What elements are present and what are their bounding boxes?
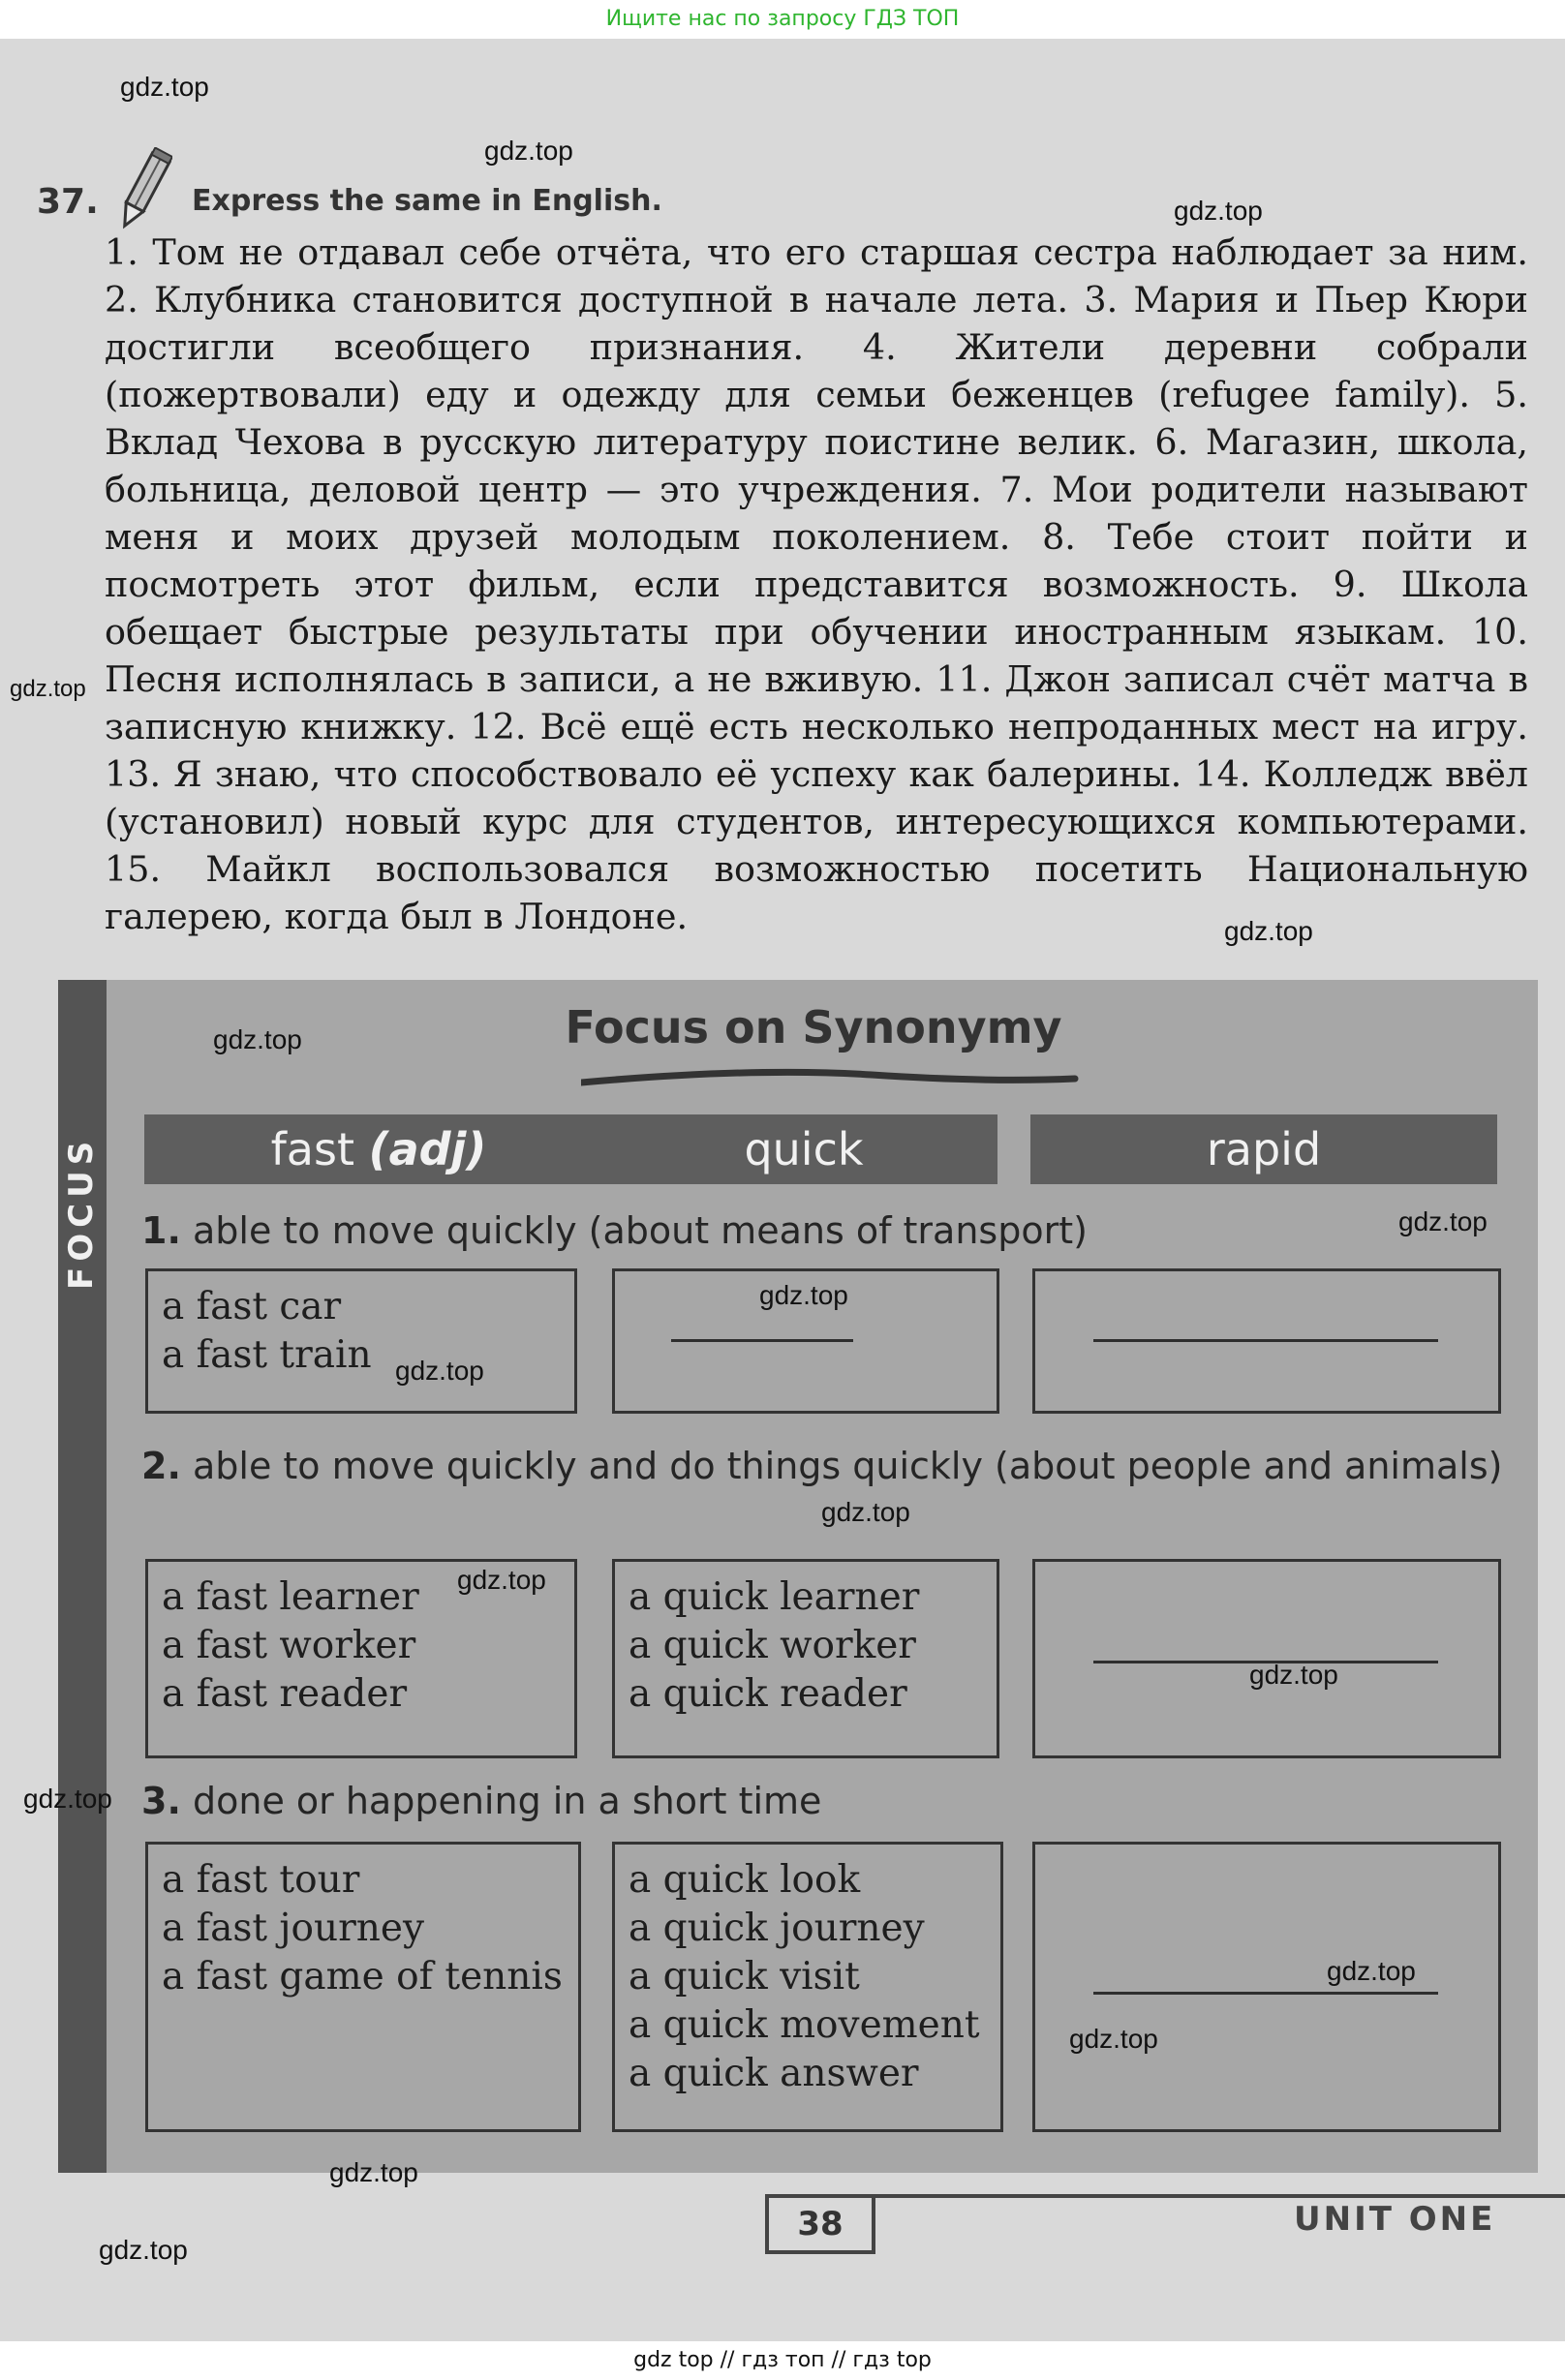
example-item: a quick journey	[629, 1907, 925, 1950]
unit-label: UNIT ONE	[1294, 2200, 1496, 2239]
example-item: a quick reader	[629, 1672, 907, 1716]
example-box-quick-3	[612, 1842, 1003, 2132]
column-header-rapid: rapid	[1030, 1114, 1497, 1184]
sense-text: able to move quickly (about means of transport)	[192, 1209, 1088, 1252]
watermark: gdz.top	[1327, 1956, 1416, 1986]
watermark: gdz.top	[395, 1356, 484, 1386]
exercise-number: 37.	[37, 182, 99, 222]
example-item: a quick movement	[629, 2003, 980, 2047]
column-header-fast	[144, 1114, 613, 1184]
bottom-banner: gdz top // гдз топ // гдз top	[0, 2341, 1565, 2380]
watermark: gdz.top	[10, 676, 86, 702]
watermark: gdz.top	[484, 136, 573, 166]
focus-title: Focus on Synonymy	[565, 1001, 1062, 1053]
title-underline-swoosh	[581, 1061, 1085, 1090]
textbook-page	[0, 39, 1565, 2341]
example-box-rapid-1	[1032, 1268, 1501, 1414]
watermark: gdz.top	[1174, 196, 1263, 226]
watermark: gdz.top	[213, 1024, 302, 1054]
example-item: a fast game of tennis	[162, 1955, 563, 1999]
exercise-text: 1. Том не отдавал себе отчёта, что его старшая сестра наблюдает за ним. 2. Клубника становится доступной в начале лета. 3. Мария и Пьер Кюри достигли всеобщего признания. 4. Жители деревни собрали (пожертвовали) еду и одежду для семьи беженцев (refugee family). 5. Вклад Чехова в русскую литературу поистине велик. 6. Магазин, школа, больница, деловой центр — это учреждения. 7. Мои родители называют меня и моих друзей молодым поколением. 8. Тебе стоит пойти и посмотреть этот фильм, если представится возможность. 9. Школа обещает быстрые результаты при обучении иностранным языкам. 10. Песня исполнялась в записи, а не вживую. 11. Джон записал счёт матча в записную книжку. 12. Всё ещё есть несколько непроданных мест на игру. 13. Я знаю, что способствовало её успеху как балерины. 14. Колледж ввёл (установил) новый курс для студентов, интересующихся компьютерами. 15. Майкл воспользовался возможностью посетить Национальную галерею, когда был в Лондоне.	[105, 231, 1528, 937]
example-item: a quick look	[629, 1858, 861, 1902]
example-item: a fast worker	[162, 1624, 416, 1667]
example-box-fast-3	[145, 1842, 581, 2132]
watermark: gdz.top	[457, 1565, 546, 1595]
example-box-fast-1	[145, 1268, 577, 1414]
exercise-instruction: Express the same in English.	[192, 184, 662, 218]
column-header-fast-pos: (adj)	[368, 1123, 487, 1175]
example-item: a fast train	[162, 1333, 372, 1377]
watermark: gdz.top	[23, 1784, 112, 1814]
focus-panel	[58, 980, 1538, 2173]
sense-text: able to move quickly and do things quickly (about people and animals)	[192, 1445, 1503, 1487]
sense-number: 3.	[141, 1780, 181, 1822]
sense-number: 2.	[141, 1445, 181, 1487]
sense-2	[141, 1443, 1517, 1489]
example-item: a fast reader	[162, 1672, 408, 1716]
watermark: gdz.top	[1224, 916, 1313, 946]
answer-blank	[1093, 1339, 1438, 1342]
pencil-icon	[114, 147, 172, 234]
example-item: a fast car	[162, 1285, 342, 1328]
watermark: gdz.top	[1069, 2024, 1158, 2054]
watermark: gdz.top	[329, 2157, 418, 2187]
example-item: a quick visit	[629, 1955, 860, 1999]
page-number: 38	[765, 2194, 875, 2254]
example-box-rapid-3	[1032, 1842, 1501, 2132]
watermark: gdz.top	[821, 1497, 910, 1527]
top-banner: Ищите нас по запросу ГДЗ ТОП	[0, 0, 1565, 39]
footer-rule	[765, 2194, 1565, 2198]
example-box-rapid-2	[1032, 1559, 1501, 1758]
watermark: gdz.top	[99, 2235, 188, 2265]
watermark: gdz.top	[1398, 1206, 1488, 1236]
answer-blank	[1093, 1992, 1438, 1995]
sense-1	[141, 1207, 1517, 1254]
answer-blank	[671, 1339, 853, 1342]
watermark: gdz.top	[1249, 1660, 1338, 1690]
example-box-quick-2	[612, 1559, 999, 1758]
example-item: a quick worker	[629, 1624, 916, 1667]
focus-side-label-text: FOCUS	[62, 1135, 101, 1290]
sense-number: 1.	[141, 1209, 181, 1252]
sense-text: done or happening in a short time	[192, 1780, 822, 1822]
column-header-fast-word: fast	[270, 1123, 354, 1175]
watermark: gdz.top	[759, 1280, 848, 1310]
sense-3	[141, 1778, 1517, 1824]
example-item: a quick answer	[629, 2052, 919, 2095]
example-item: a fast tour	[162, 1858, 360, 1902]
example-item: a fast journey	[162, 1907, 424, 1950]
example-item: a quick learner	[629, 1575, 920, 1619]
example-item: a fast learner	[162, 1575, 419, 1619]
column-header-quick: quick	[610, 1114, 997, 1184]
watermark: gdz.top	[120, 72, 209, 102]
